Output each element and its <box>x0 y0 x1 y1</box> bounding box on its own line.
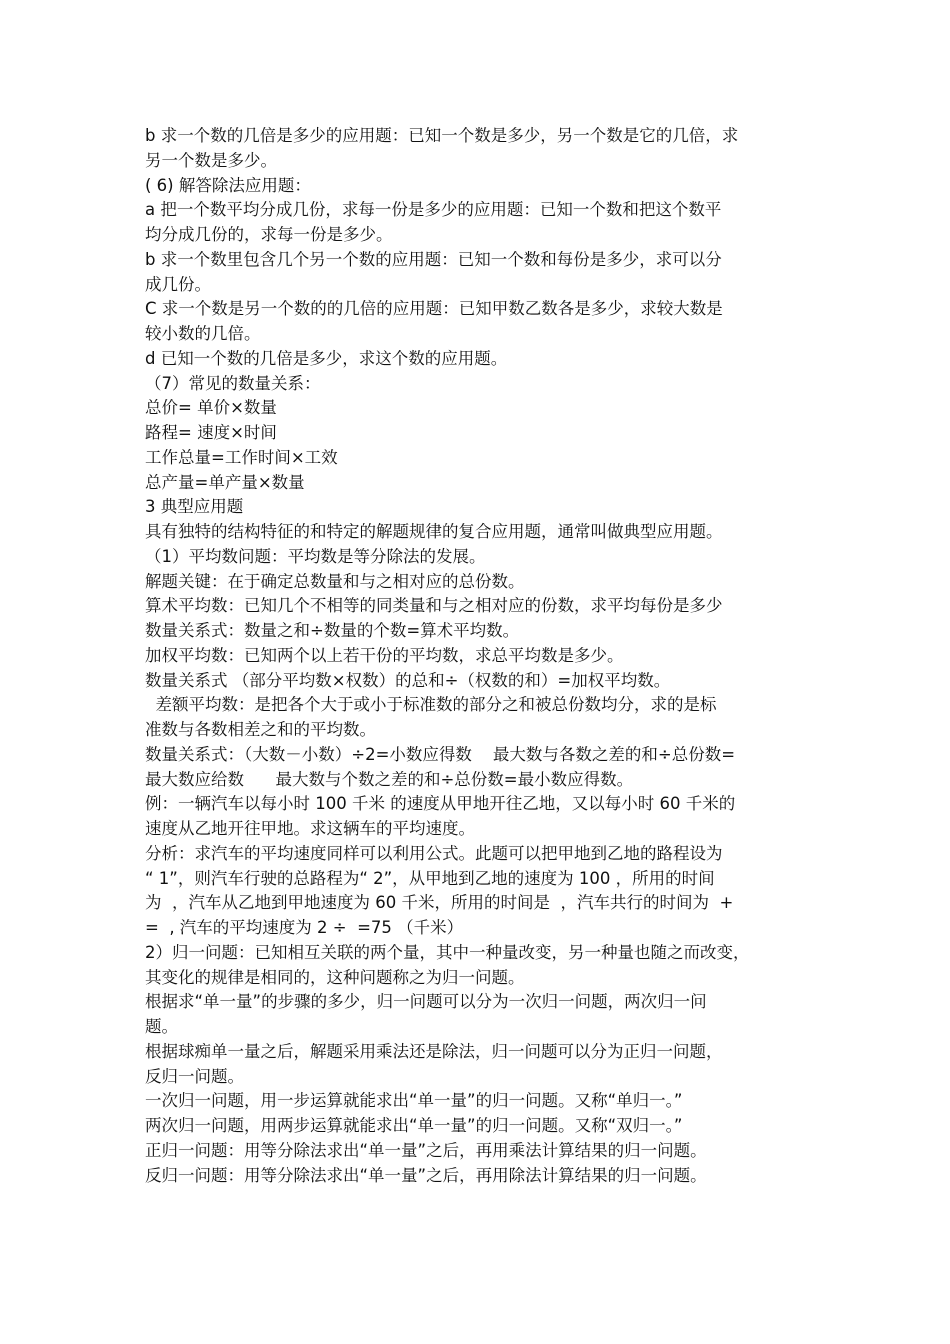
text-line: 均分成几份的，求每一份是多少。 <box>145 225 393 244</box>
document-body <box>145 124 817 1188</box>
text-line: C 求一个数是另一个数的的几倍的应用题：已知甲数乙数各是多少，求较大数是 <box>145 299 723 319</box>
text-line: 解题关键：在于确定总数量和与之相对应的总份数。 <box>145 571 525 591</box>
formula-line: 路程= 速度×时间 <box>145 423 277 442</box>
text-line: 差额平均数：是把各个大于或小于标准数的部分之和被总份数均分，求的是标 <box>145 695 717 715</box>
analysis-line: 分析：求汽车的平均速度同样可以利用公式。此题可以把甲地到乙地的路程设为 <box>145 843 723 863</box>
text-line: 一次归一问题，用一步运算就能求出“单一量”的归一问题。又称“单归一。” <box>145 1091 683 1111</box>
text-line: d 已知一个数的几倍是多少，求这个数的应用题。 <box>145 348 508 368</box>
section-heading: ( 6) 解答除法应用题： <box>145 175 311 195</box>
text-line: b 求一个数的几倍是多少的应用题：已知一个数是多少，另一个数是它的几倍，求 <box>145 126 739 145</box>
example-line: 例：一辆汽车以每小时 100 千米 的速度从甲地开往乙地，又以每小时 60 千米的 <box>145 794 736 814</box>
section-heading: 2）归一问题：已知相互关联的两个量，其中一种量改变，另一种量也随之而改变， <box>145 942 750 962</box>
section-heading: （7）常见的数量关系： <box>145 373 321 393</box>
text-line: 反归一问题：用等分除法求出“单一量”之后，再用除法计算结果的归一问题。 <box>145 1165 707 1185</box>
analysis-line: = , 汽车的平均速度为 2 ÷ =75 （千米） <box>145 918 464 937</box>
analysis-line: “ 1”，则汽车行驶的总路程为“ 2”，从甲地到乙地的速度为 100 ，所用的时间 <box>145 868 715 888</box>
text-line: 准数与各数相差之和的平均数。 <box>145 720 376 739</box>
section-heading: 3 典型应用题 <box>145 497 244 517</box>
analysis-line: 为 ，汽车从乙地到甲地速度为 60 千米，所用的时间是 ，汽车共行的时间为 + <box>145 893 734 913</box>
formula-line: 最大数应给数 最大数与个数之差的和÷总份数=最小数应得数。 <box>145 769 634 789</box>
text-line: 根据球痴单一量之后，解题采用乘法还是除法，归一问题可以分为正归一问题， <box>145 1041 723 1061</box>
text-line: a 把一个数平均分成几份，求每一份是多少的应用题：已知一个数和把这个数平 <box>145 200 722 220</box>
formula-line: 数量关系式：（大数－小数）÷2=小数应得数 最大数与各数之差的和÷总份数= <box>145 744 736 764</box>
section-heading: （1）平均数问题：平均数是等分除法的发展。 <box>145 546 486 566</box>
formula-line: 数量关系式 （部分平均数×权数）的总和÷（权数的和）=加权平均数。 <box>145 670 671 690</box>
text-line: 正归一问题：用等分除法求出“单一量”之后，再用乘法计算结果的归一问题。 <box>145 1140 707 1160</box>
text-line: 另一个数是多少。 <box>145 150 277 170</box>
text-line: 算术平均数：已知几个不相等的同类量和与之相对应的份数，求平均每份是多少 <box>145 596 723 616</box>
formula-line: 工作总量=工作时间×工效 <box>145 447 338 467</box>
text-line: 根据求“单一量”的步骤的多少，归一问题可以分为一次归一问题，两次归一问 <box>145 992 707 1012</box>
text-line: 成几份。 <box>145 274 211 294</box>
text-line: 题。 <box>145 1017 178 1036</box>
text-line: 两次归一问题，用两步运算就能求出“单一量”的归一问题。又称“双归一。” <box>145 1116 683 1135</box>
text-line: 反归一问题。 <box>145 1066 244 1086</box>
text-line: b 求一个数里包含几个另一个数的应用题：已知一个数和每份是多少，求可以分 <box>145 249 722 269</box>
formula-line: 总价= 单价×数量 <box>145 398 277 418</box>
text-line: 较小数的几倍。 <box>145 324 261 343</box>
text-line: 加权平均数：已知两个以上若干份的平均数，求总平均数是多少。 <box>145 645 624 665</box>
formula-line: 总产量=单产量×数量 <box>145 472 305 492</box>
example-line: 速度从乙地开往甲地。求这辆车的平均速度。 <box>145 819 475 838</box>
text-line: 具有独特的结构特征的和特定的解题规律的复合应用题，通常叫做典型应用题。 <box>145 522 723 541</box>
formula-line: 数量关系式：数量之和÷数量的个数=算术平均数。 <box>145 621 520 640</box>
text-line: 其变化的规律是相同的，这种问题称之为归一问题。 <box>145 967 525 987</box>
